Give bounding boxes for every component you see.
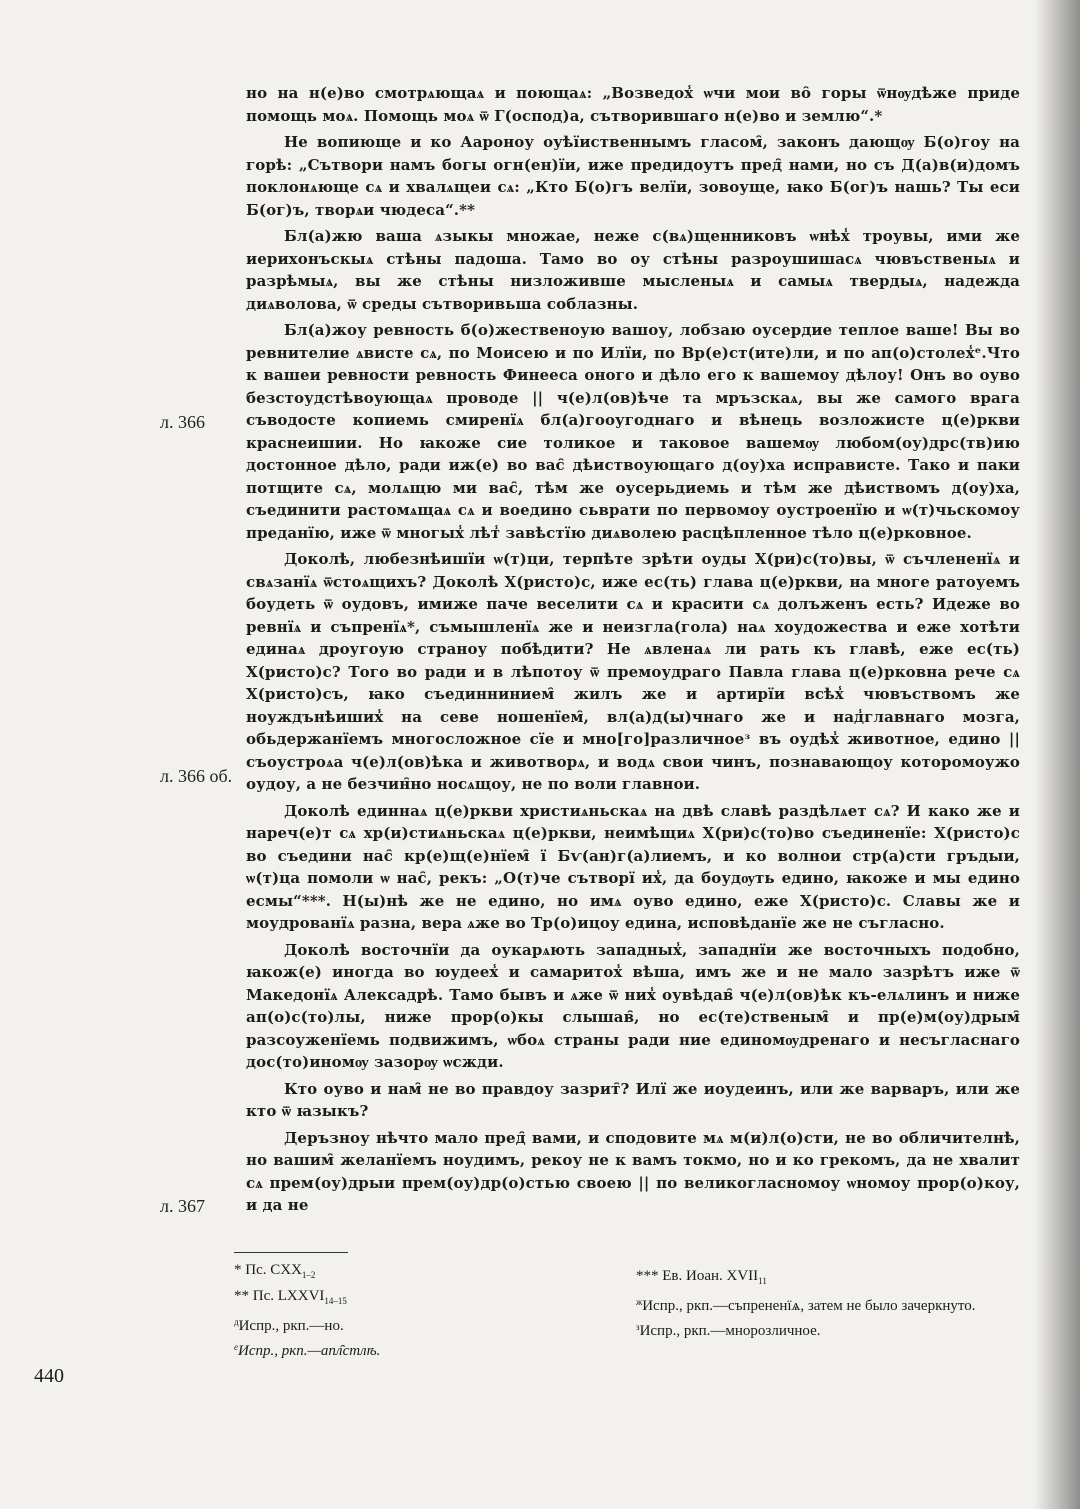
margin-note-leaf-366-verso: л. 366 об. <box>160 766 233 786</box>
footnote-text: Испр., ркп.—апл̑стлѣ. <box>238 1343 381 1359</box>
footnote-mark: ж <box>636 1297 643 1307</box>
footnote-text: Испр., ркп.—съпрененїѧ, затем не было зачеркнуто. <box>642 1298 976 1314</box>
footnote-1 <box>234 1260 574 1286</box>
paragraph-5: Доколѣ, любезнѣишїи ѡ(т)ци, терпѣте зрѣти оуды Х(ри)с(то)вы, ѿ съчлененїѧ и свѧзанїѧ ѿстоѧщихъ? Доколѣ Х(ристо)с, иже ес(ть) глава ц(е)ркви, на многе ратоуемъ боудеть ѿ оудовъ, имиже паче веселити сѧ и красити сѧ долъженъ есть? Идеже во ревнїѧ и съпренїѧ*, съмышленїѧ же и неизгла(гола) наѧ хоудожества и еже хотѣти единаѧ дроугоую страноу побѣдити? Не ѧвленаѧ ли рать къ главѣ, еже ес(ть) Х(ристо)с? Того во ради и в лѣпотоу ѿ премоудраго Павла глава ц(е)рковна рече сѧ Х(ристо)съ, ꙗко съединнинием̑ жилъ же и артирїи всѣх̾ чювъствомъ же ноуждънѣиших̾ на севе ношенїем̑, вл(а)д(ы)чнаго же и над̾главнаго мозга, обьдержанїемъ многосложное сїе и мно[го]различноеᶟ въ оудѣх̾ животное, едино || съоустроѧа ч(е)л(ов)ѣка и животворѧ, и водѧ свои чинъ, познавающоу которомоужо оудоу, а не безчин̑но носѧщоу, не по воли главнои. <box>246 550 1020 793</box>
footnote-text: Испр., ркп.—мнорозличное. <box>639 1323 821 1339</box>
footnote-text: Пс. CXX <box>245 1262 302 1278</box>
footnote-mark: ** <box>234 1288 249 1304</box>
paragraph-9: Деръзноу нѣчто мало пред̑ вами, и сподовите мѧ м(и)л(о)сти, не во обличителнѣ, но вашим̑ желанїемъ ноудимъ, рекоу не к вамъ токмо, но и ко грекомъ, да не хвалит сѧ прем(оу)дрыи прем(оу)др(о)стью своею || по великогласномоу ѡномоу прор(о)коу, и да не <box>246 1128 1020 1214</box>
footnote-sub: 1–2 <box>301 1270 316 1280</box>
footnote-rule <box>234 1252 348 1253</box>
footnote-4 <box>234 1337 574 1362</box>
footnote-mark: * <box>234 1262 242 1278</box>
paragraph-3: Бл(а)жю ваша ѧзыкы множае, неже с(вѧ)щенниковъ ѡнѣх̾ троувы, ими же иерихонъскыѧ стѣны падоша. Тамо во оу стѣны разроушишасѧ чювъственыѧ и разрѣмыѧ, вы же стѣны низложивше мысленыѧ и самыѧ твердыѧ, надежда диѧволова, ѿ среды сътворивьша соблазны. <box>246 227 1020 313</box>
page-number: 440 <box>34 1365 64 1387</box>
footnote-5 <box>636 1266 1020 1292</box>
paragraph-7: Доколѣ восточнїи да оукарѧють западных̾, западнїи же восточныхъ подобно, ꙗкож(е) иногда во юудеех̾ и самаритох̾ вѣша, имъ же и не мало зазрѣтъ иже ѿ Македонїѧ Алексадрѣ. Тамо бывъ и ѧже ѿ них̾ оувѣдав̑ ч(е)л(ов)ѣк къ-елѧлинъ и ниже ап(о)с(то)лы, ниже прор(о)кы слышав̑, но ес(те)ственым̑ и пр(е)м(оу)дрым̑ разсоуженїемь подвижимъ, ѡбоѧ страны ради ние единомѹдренаго и несъгласнаго дос(то)иномѹ зазорѹ ѡсжди. <box>246 940 1020 1071</box>
footnote-7 <box>636 1317 1020 1342</box>
footnote-6 <box>636 1292 1020 1317</box>
footnote-sub: 14–15 <box>324 1296 347 1306</box>
margin-note-leaf-366: л. 366 <box>160 412 205 432</box>
footnotes-right <box>636 1266 1020 1342</box>
footnote-2 <box>234 1286 574 1312</box>
paragraph-2: Не вопиюще и ко Аароноу оуѣїиственнымъ гласом̑, законъ дающѹ Б(о)гоу на горѣ: „Сътвори намъ богы огн(ен)їи, иже предидоутъ пред̑ нами, но съ Д(а)в(и)домъ поклонѧюще сѧ и хвалѧщеи сѧ: „Кто Б(о)гъ велїи, зовоуще, ꙗко Б(ог)ъ нашь? Ты еси Б(ог)ъ, творѧи чюдеса“.** <box>246 133 1020 219</box>
paragraph-1: но на н(е)во смотрѧющаѧ и поющаѧ: „Возведох̾ ѡчи мои во̑ горы ѿнѹдѣже приде помощь моѧ. Помощь моѧ ѿ Г(оспод)а, сътворившаго н(е)во и землю“.* <box>246 84 1020 125</box>
footnote-text: Пс. LXXVI <box>252 1288 325 1304</box>
footnote-mark: д <box>234 1317 239 1327</box>
footnote-mark: *** <box>636 1268 659 1284</box>
paragraph-6: Доколѣ единнаѧ ц(е)ркви христиѧньскаѧ на двѣ славѣ раздѣлѧет сѧ? И како же и нареч(е)т сѧ хр(и)стиѧньскаѧ ц(е)ркви, неимѣщиѧ Х(ри)с(то)во съединенїе: Х(ристо)с во съедини нас̑ кр(е)щ(е)нїем̑ ї Бѵ(ан)г(а)лиемъ, и ко волнои стр(а)сти гръдыи, ѡ(т)ца помоли ѡ нас̑, рекъ: „О(т)че сътворї их̾, да боудѹть едино, ꙗкоже и мы едино есмы“***. Н(ы)нѣ же не едино, но имѧ оуво едино, еже Х(ристо)с. Славы же и моудрованїѧ разна, вера ѧже во Тр(о)ицоу едина, исповѣданїе же не съгласно. <box>246 801 1020 932</box>
footnotes-left <box>234 1260 574 1362</box>
paragraph-4: Бл(а)жоу ревность б(о)жественоую вашоу, лобзаю оусердие теплое ваше! Вы во ревнителие ѧвисте сѧ, по Моисею и по Илїи, по Вр(е)ст(ите)ли, и по ап(о)столех̾ᵉ.Что к вашеи ревности ревность Финееса оного и дѣло его к вашемоу дѣлоу! Онъ во оуво безстоудстѣвоующаѧ проводе || ч(е)л(ов)ѣче та мръзскаѧ, вы же самого врага съводосте копиемь смиренїѧ бл(а)гооугоднаго и вѣнець возложисте ц(е)ркви краснеишии. Но ꙗкоже сие толикое и таковое вашемѹ любом(оу)дрс(тв)ию достонное дѣло, ради иж(е) во вас̑ дѣиствоующаго д(оу)ха исправисте. Тако и паки потщите сѧ, молѧщю ми вас̑, тѣм же оусерьдиемь и тѣм же дѣиствомъ д(оу)ха, съединити растомѧщаѧ сѧ и воедино сьврати по первомоу оустроенїю и ѡ(т)чьскомоу преданїю, иже ѿ многых̾ лѣт̾ завѣстїю диѧволею расцѣпленное тѣло ц(е)рковное. <box>246 321 1020 542</box>
margin-note-leaf-367: л. 367 <box>160 1196 205 1216</box>
paragraph-8: Кто оуво и нам̑ не во правдоу зазрит̑? Илї же иоудеинъ, или же варваръ, или же кто ѿ ꙗзыкъ? <box>246 1079 1020 1120</box>
main-text <box>246 82 1020 1221</box>
footnote-text: Испр., ркп.—но. <box>238 1318 344 1334</box>
footnote-mark: з <box>636 1322 640 1332</box>
footnote-text: Ев. Иоан. XVII <box>662 1268 759 1284</box>
footnote-3 <box>234 1312 574 1337</box>
footnote-mark: е <box>234 1342 238 1352</box>
footnote-sub: 11 <box>758 1276 767 1286</box>
binding-shadow <box>1034 0 1080 1509</box>
